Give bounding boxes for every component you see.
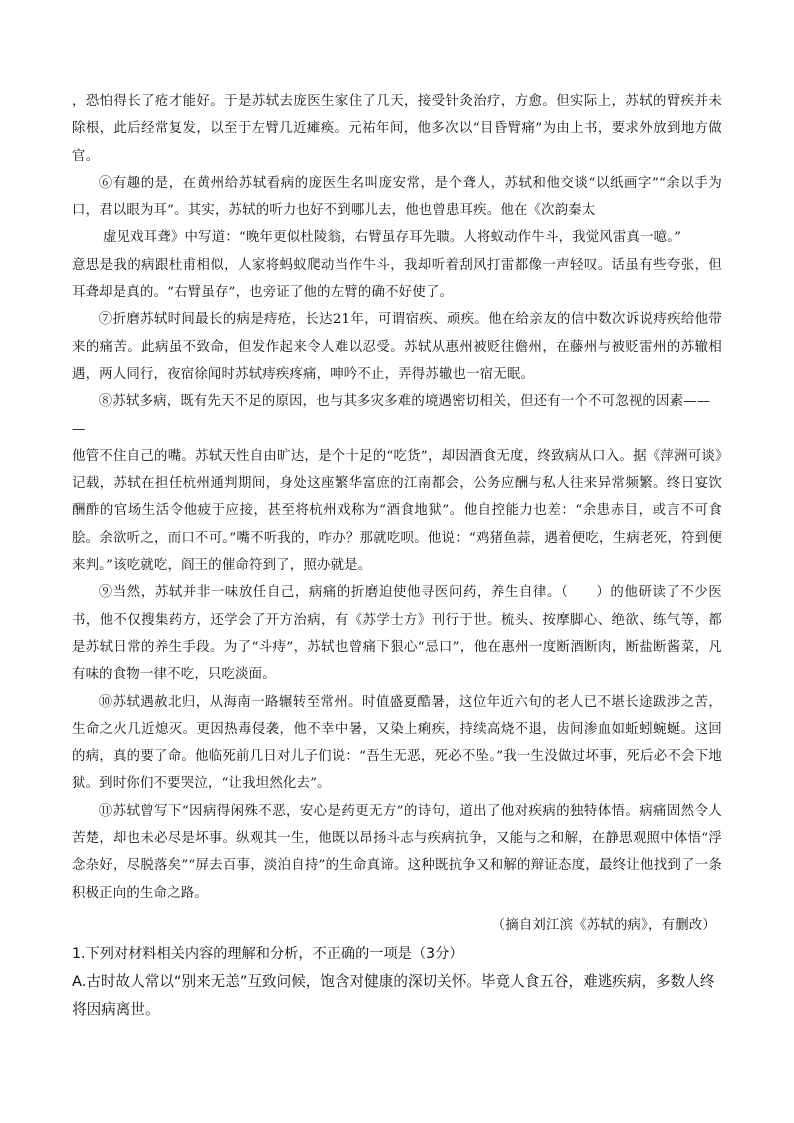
paragraph-5-continued: ，恐怕得长了疮才能好。于是苏轼去庞医生家住了几天，接受针灸治疗，方愈。但实际上，苏轼的臂疾并未除根，此后经常复发，以至于左臂几近瘫痪。元祐年间，他多次以“目昏臂痛”为由上书，要求外放到地方做官。: [72, 94, 722, 164]
paragraph-6-part1: ⑥有趣的是，在黄州给苏轼看病的庞医生名叫庞安常，是个聋人，苏轼和他交谈“以纸画字”“余以手为口，君以眼为耳”。其实，苏轼的听力也好不到哪儿去，他也曾患耳疾。他在《次韵秦太: [72, 175, 722, 219]
paragraph-10: ⑩苏轼遇赦北归，从海南一路辗转至常州。时值盛夏酷暑，这位年近六旬的老人已不堪长途跋涉之苦，生命之火几近熄灭。更因热毒侵袭，他不幸中暑，又染上痢疾，持续高烧不退，齿间渗血如蚯蚓蜿蜒。这回的病，真的要了命。他临死前几日对儿子们说：“吾生无恶，死必不坠。”我一生没做过坏事，死后必不会下地狱。到时你们不要哭泣，“让我坦然化去”。: [72, 694, 722, 792]
paragraph-6-part2: 意思是我的病跟杜甫相似，人家将蚂蚁爬动当作牛斗，我却听着刮风打雷都像一声轻叹。话虽有些夸张，但耳聋却是真的。“右臂虽存”，也旁证了他的左臂的确不好使了。: [72, 257, 722, 301]
question-stem: 1.下列对材料相关内容的理解和分析，不正确的一项是（3分）: [72, 946, 464, 963]
paragraph-9: ⑨当然，苏轼并非一味放任自己，病痛的折磨迫使他寻医问药，养生自律。（ ）的他研读了不少医书，他不仅搜集药方，还学会了开方治病，有《苏学士方》刊行于世。梳头、按摩脚心、绝欲、练气等，都是苏轼日常的养生手段。为了“斗痔”，苏轼也曾痛下狠心“忌口”，他在惠州一度断酒断肉，断盐断酱菜，凡有味的食物一律不吃，只吃淡面。: [72, 585, 722, 683]
paragraph-8-part1: ⑧苏轼多病，既有先天不足的原因，也与其多灾多难的境遇密切相关，但还有一个不可忽视的因素——: [98, 394, 711, 410]
document-page: [72, 88, 722, 1023]
question-option-a: A.古时故人常以“别来无恙”互致问候，饱含对健康的深切关怀。毕竟人食五谷，难逃疾病，多数人终将因病离世。: [72, 973, 715, 1018]
paragraph-11: ⑪苏轼曾写下“因病得闲殊不恶，安心是药更无方”的诗句，道出了他对疾病的独特体悟。病痛固然令人苦楚，却也未必尽是坏事。纵观其一生，他既以昂扬斗志与疾病抗争，又能与之和解，在静思观照中体悟“浮念杂好，尽脱落矣”“屏去百事，淡泊自持”的生命真谛。这种既抗争又和解的辩证态度，最终让他找到了一条积极正向的生命之路。: [72, 803, 722, 901]
paragraph-7: ⑦折磨苏轼时间最长的病是痔疮，长达21年，可谓宿疾、顽疾。他在给亲友的信中数次诉说痔疾给他带来的痛苦。此病虽不致命，但发作起来令人难以忍受。苏轼从惠州被贬往儋州，在藤州与被贬雷州的苏辙相遇，两人同行，夜宿徐闻时苏轼痔疾疼痛，呻吟不止，弄得苏辙也一宿无眠。: [72, 312, 722, 382]
paragraph-6-poem-line: 虚见戏耳聋》中写道：“晚年更似杜陵翁，右臂虽存耳先聩。人将蚁动作牛斗，我觉风雷真一噫。”: [103, 230, 682, 246]
article-body: [72, 88, 722, 939]
article-source: （摘自刘江滨《苏轼的病》，有删改）: [491, 917, 716, 933]
paragraph-8-part2: 他管不住自己的嘴。苏轼天性自由旷达，是个十足的“吃货”，却因酒食无度，终致病从口入。据《萍洲可谈》记载，苏轼在担任杭州通判期间，身处这座繁华富庶的江南都会，公务应酬与私人往来异常频繁。终日宴饮酬酢的官场生活令他疲于应接，甚至将杭州戏称为“酒食地狱”。他自控能力也差：“余患赤目，或言不可食脍。余欲听之，而口不可。”嘴不听我的，咋办？那就吃呗。他说：“鸡猪鱼蒜，遇着便吃，生病老死，符到便来判。”该吃就吃，阎王的催命符到了，照办就是。: [72, 448, 722, 574]
paragraph-8-dash: —: [72, 421, 86, 437]
